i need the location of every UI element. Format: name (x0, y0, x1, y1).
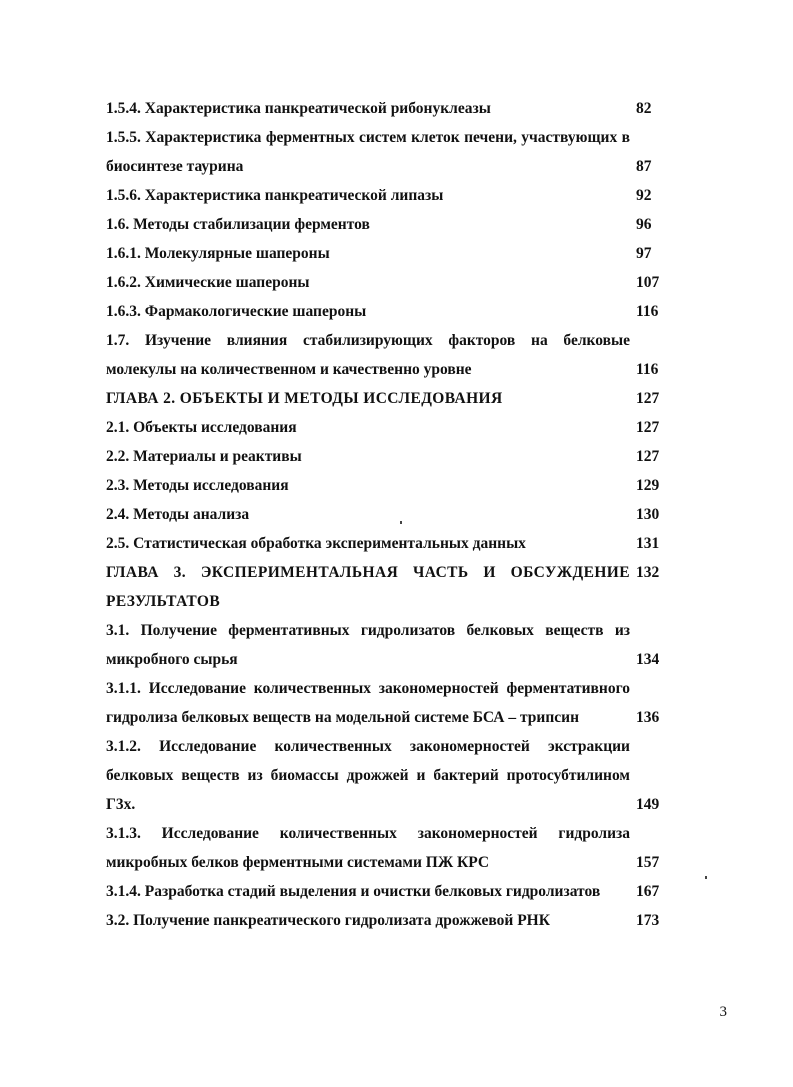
toc-entry-1-6-1 (106, 239, 676, 268)
toc-entry-title: 2.3. Методы исследования (106, 477, 289, 494)
toc-entry-page: 173 (636, 912, 660, 929)
toc-entry-title: 1.6. Методы стабилизации ферментов (106, 216, 370, 233)
toc-entry-title: 3.1. Получение ферментативных гидролизатов белковых веществ из микробного сырья (106, 622, 630, 668)
toc-entry-title: 2.1. Объекты исследования (106, 419, 297, 436)
toc-entry-3-1-2 (106, 732, 676, 819)
toc-entry-3-2 (106, 906, 676, 935)
table-of-contents (106, 94, 676, 935)
toc-entry-page: 116 (636, 303, 659, 320)
toc-entry-1-5-4 (106, 94, 676, 123)
toc-entry-3-1-3 (106, 819, 676, 877)
toc-entry-page: 157 (636, 854, 660, 871)
toc-entry-3-1-1 (106, 674, 676, 732)
toc-entry-page: 136 (636, 709, 660, 726)
toc-entry-page: 134 (636, 651, 660, 668)
toc-entry-page: 107 (636, 274, 660, 291)
toc-entry-page: 127 (636, 419, 660, 436)
toc-entry-page: 129 (636, 477, 660, 494)
toc-chapter-title: ГЛАВА 3. ЭКСПЕРИМЕНТАЛЬНАЯ ЧАСТЬ И ОБСУЖДЕНИЕ РЕЗУЛЬТАТОВ (106, 564, 630, 610)
toc-entry-title: 1.5.6. Характеристика панкреатической липазы (106, 187, 444, 204)
toc-entry-page: 97 (636, 245, 652, 262)
toc-entry-page: 87 (636, 158, 652, 175)
toc-entry-1-5-5 (106, 123, 676, 181)
toc-entry-3-1-4 (106, 877, 676, 906)
scan-speck (705, 876, 707, 879)
toc-entry-title: 3.1.1. Исследование количественных закономерностей ферментативного гидролиза белковых веществ на модельной системе БСА – трипсин (106, 680, 630, 726)
toc-entry-1-6-3 (106, 297, 676, 326)
toc-entry-3-1 (106, 616, 676, 674)
page-number: 3 (719, 1004, 727, 1020)
toc-entry-page: 130 (636, 506, 660, 523)
toc-entry-title: 2.2. Материалы и реактивы (106, 448, 302, 465)
toc-entry-page: 131 (636, 535, 660, 552)
toc-entry-title: 1.6.3. Фармакологические шапероны (106, 303, 367, 320)
toc-chapter-2 (106, 384, 676, 413)
toc-entry-2-1 (106, 413, 676, 442)
toc-entry-title: 3.2. Получение панкреатического гидролизата дрожжевой РНК (106, 912, 550, 929)
toc-entry-2-4 (106, 500, 676, 529)
toc-entry-page: 149 (636, 796, 660, 813)
toc-entry-2-3 (106, 471, 676, 500)
toc-entry-page: 132 (636, 564, 660, 581)
toc-entry-page: 96 (636, 216, 652, 233)
toc-entry-title: 1.7. Изучение влияния стабилизирующих факторов на белковые молекулы на количественном и качественно уровне (106, 332, 630, 378)
toc-entry-title: 1.6.2. Химические шапероны (106, 274, 310, 291)
toc-entry-title: 1.6.1. Молекулярные шапероны (106, 245, 330, 262)
toc-entry-title: 1.5.5. Характеристика ферментных систем клеток печени, участвующих в биосинтезе таурина (106, 129, 630, 175)
toc-chapter-title: ГЛАВА 2. ОБЪЕКТЫ И МЕТОДЫ ИССЛЕДОВАНИЯ (106, 390, 503, 407)
toc-entry-page: 116 (636, 361, 659, 378)
toc-entry-title: 2.4. Методы анализа (106, 506, 250, 523)
toc-entry-page: 167 (636, 883, 660, 900)
toc-entry-1-5-6 (106, 181, 676, 210)
toc-entry-title: 2.5. Статистическая обработка экспериментальных данных (106, 535, 526, 552)
toc-entry-title: 3.1.2. Исследование количественных закономерностей экстракции белковых веществ из биомассы дрожжей и бактерий протосубтилином Г3х. (106, 738, 630, 813)
toc-entry-title: 3.1.3. Исследование количественных закономерностей гидролиза микробных белков ферментными системами ПЖ КРС (106, 825, 630, 871)
toc-entry-2-5 (106, 529, 676, 558)
toc-entry-1-6 (106, 210, 676, 239)
scan-speck (400, 521, 402, 524)
toc-entry-page: 127 (636, 448, 660, 465)
toc-entry-title: 1.5.4. Характеристика панкреатической рибонуклеазы (106, 100, 491, 117)
toc-entry-1-7 (106, 326, 676, 384)
toc-entry-page: 92 (636, 187, 652, 204)
toc-entry-page: 82 (636, 100, 652, 117)
toc-entry-title: 3.1.4. Разработка стадий выделения и очистки белковых гидролизатов (106, 883, 601, 900)
toc-entry-1-6-2 (106, 268, 676, 297)
toc-entry-page: 127 (636, 390, 660, 407)
toc-entry-2-2 (106, 442, 676, 471)
toc-chapter-3 (106, 558, 676, 616)
